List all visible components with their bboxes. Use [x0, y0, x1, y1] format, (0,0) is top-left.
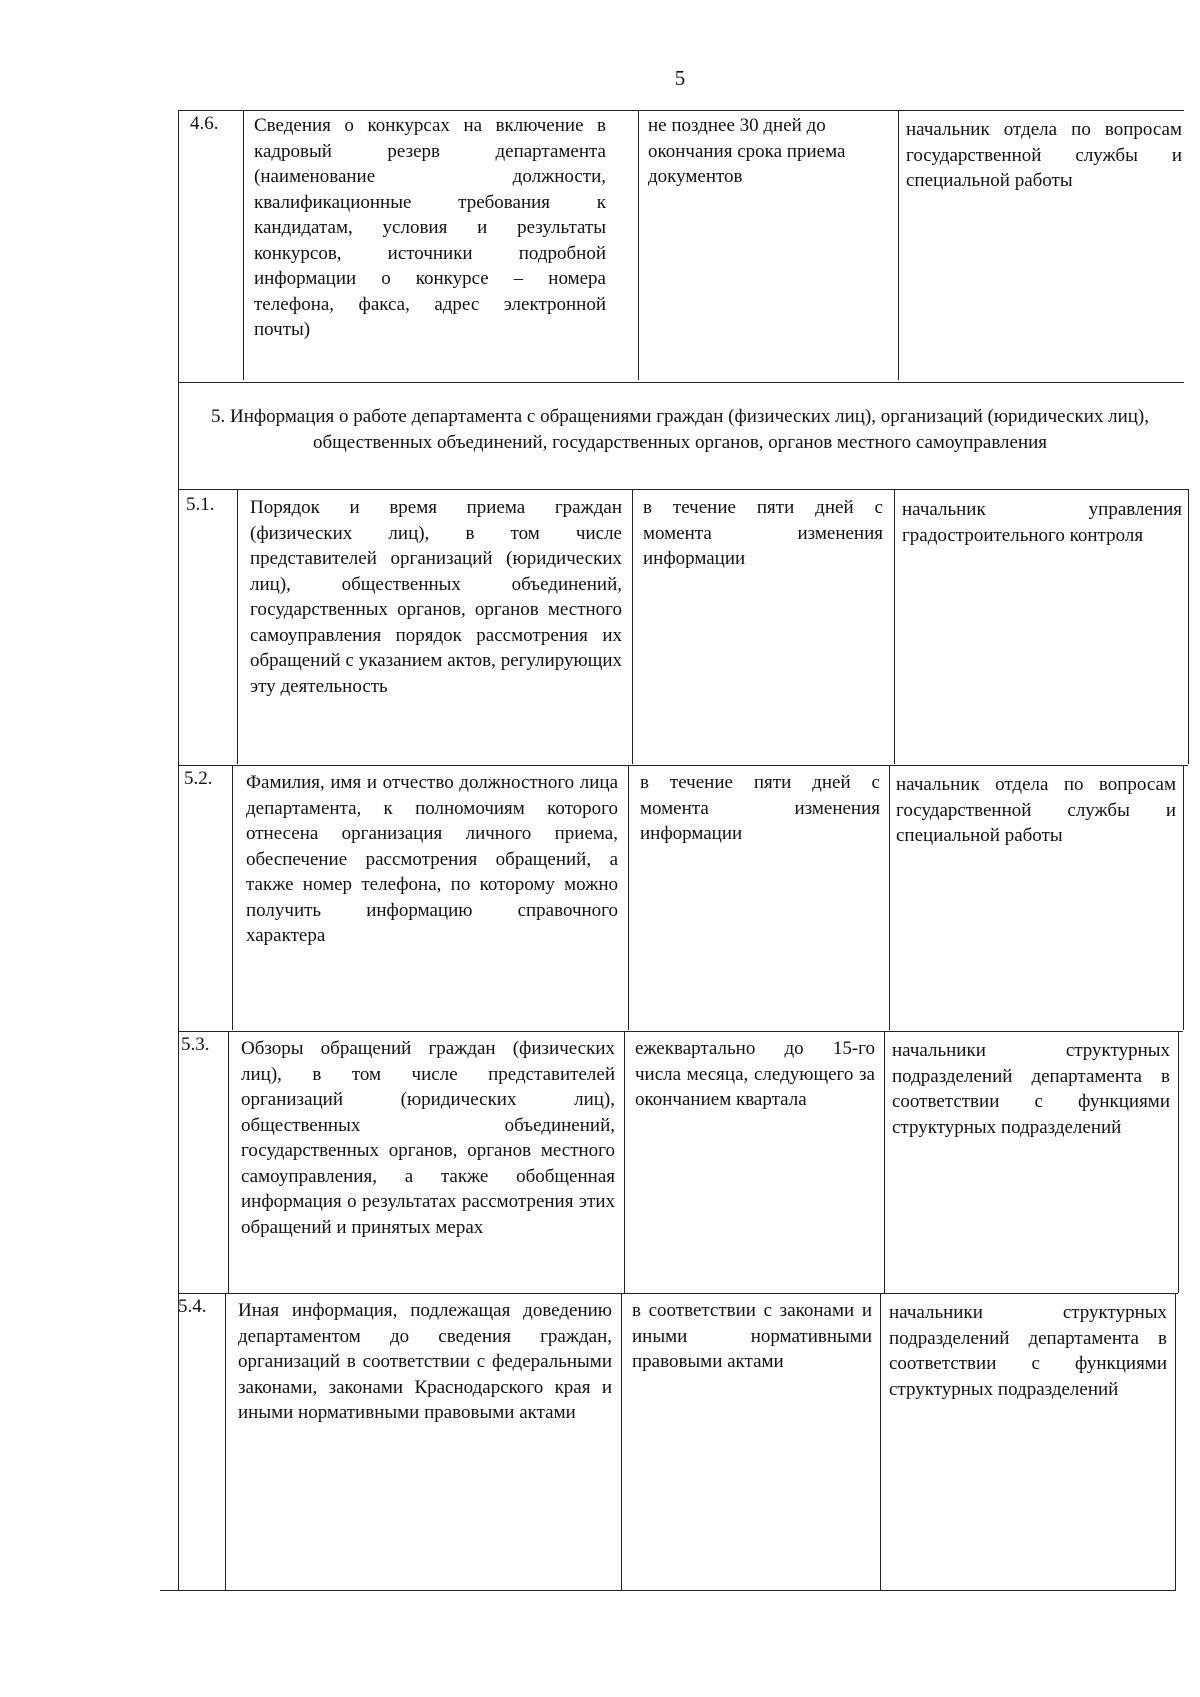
table-border-line	[178, 765, 1188, 766]
row-deadline: ежеквартально до 15-го числа месяца, следующего за окончанием квартала	[635, 1038, 875, 1110]
table-border-line	[178, 110, 1184, 111]
row-responsible: начальники структурных подразделений департамента в соответствии с функциями структурных подразделений	[892, 1040, 1170, 1138]
table-border-line	[898, 110, 899, 380]
table-border-line	[894, 489, 895, 764]
row-description: Сведения о конкурсах на включение в кадровый резерв департамента (наименование должности, квалификационные требования к кандидатам, условия и результаты конкурсов, источники подробной информации о конкурсе – номера телефона, факса, адрес электронной почты)	[254, 115, 606, 340]
table-border-line	[621, 1293, 622, 1590]
table-border-line	[1183, 765, 1184, 1030]
row-description: Иная информация, подлежащая доведению департаментом до сведения граждан, организаций в соответствии с федеральными законами, законами Краснодарского края и иными нормативными правовыми актами	[238, 1300, 612, 1423]
table-border-line	[178, 1293, 1178, 1294]
table-border-line	[178, 1031, 1183, 1032]
table-border-line	[160, 1590, 1176, 1591]
table-border-line	[228, 1031, 229, 1293]
table-border-line	[178, 382, 1184, 383]
row-description: Фамилия, имя и отчество должностного лица департамента, к полномочиям которого отнесена организация личного приема, обеспечение рассмотрения обращений, а также номер телефона, по которому можно получить информацию справочного характера	[246, 772, 618, 946]
table-border-line	[237, 489, 238, 764]
row-responsible: начальник управления градостроительного контроля	[902, 499, 1182, 546]
table-border-line	[1175, 1293, 1176, 1590]
table-border-line	[628, 765, 629, 1030]
table-border-line	[232, 765, 233, 1030]
table-border-line	[884, 1031, 885, 1293]
row-number: 5.4.	[178, 1296, 207, 1317]
row-responsible: начальник отдела по вопросам государственной службы и специальной работы	[906, 119, 1182, 191]
row-deadline: в течение пяти дней с момента изменения информации	[643, 497, 883, 569]
table-border-line	[638, 110, 639, 380]
row-deadline: не позднее 30 дней до окончания срока приема документов	[648, 115, 846, 187]
table-border-line	[225, 1293, 226, 1590]
row-description: Обзоры обращений граждан (физических лиц), в том числе представителей организаций (юридических лиц), общественных объединений, государственных органов, органов местного самоуправления, а также обобщенная информация о результатах рассмотрения этих обращений и принятых мерах	[241, 1038, 615, 1238]
row-responsible: начальник отдела по вопросам государственной службы и специальной работы	[896, 774, 1176, 846]
table-border-line	[178, 110, 179, 1590]
table-border-line	[243, 110, 244, 380]
row-number: 5.1.	[186, 494, 215, 515]
table-border-line	[1188, 489, 1189, 764]
row-deadline: в соответствии с законами и иными нормативными правовыми актами	[632, 1300, 872, 1372]
row-number: 5.2.	[184, 768, 213, 789]
table-border-line	[624, 1031, 625, 1293]
table-border-line	[889, 765, 890, 1030]
page-number: 5	[674, 66, 686, 90]
row-number: 4.6.	[190, 113, 219, 134]
table-border-line	[1178, 1031, 1179, 1293]
row-number: 5.3.	[181, 1034, 210, 1055]
row-responsible: начальники структурных подразделений департамента в соответствии с функциями структурных подразделений	[889, 1302, 1167, 1400]
row-deadline: в течение пяти дней с момента изменения информации	[640, 772, 880, 844]
section-title: 5. Информация о работе департамента с обращениями граждан (физических лиц), организаций (юридических лиц), общественных объединений, государственных органов, органов местного самоуправления	[210, 406, 1150, 453]
table-border-line	[632, 489, 633, 764]
table-border-line	[880, 1293, 881, 1590]
table-border-line	[178, 489, 1188, 490]
row-description: Порядок и время приема граждан (физических лиц), в том числе представителей организаций (юридических лиц), общественных объединений, государственных органов, органов местного самоуправления порядок рассмотрения их обращений с указанием актов, регулирующих эту деятельность	[250, 497, 622, 697]
